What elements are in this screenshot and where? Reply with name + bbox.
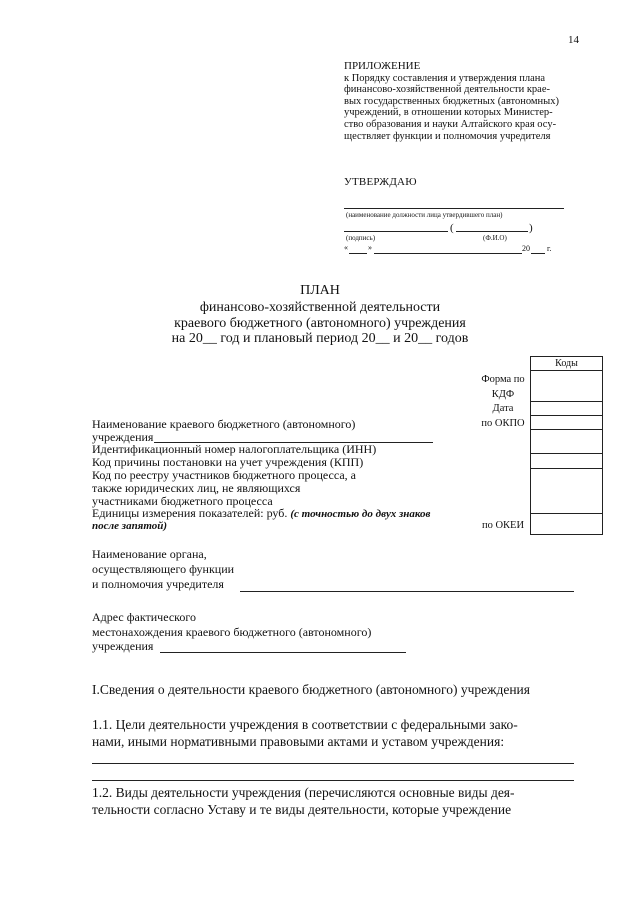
page-number: 14	[568, 34, 579, 46]
appendix-block	[344, 61, 589, 142]
codes-row-divider	[531, 513, 602, 514]
paren-close: )	[529, 222, 533, 234]
codes-header: Коды	[531, 357, 602, 371]
appendix-line: к Порядку составления и утверждения плана	[344, 72, 546, 84]
signature-line	[344, 231, 448, 232]
plan-title: ПЛАН	[300, 283, 340, 298]
institution-name-label-2: учреждения	[92, 430, 154, 444]
code-label-form: Форма по	[481, 374, 525, 385]
code-label-okei: по ОКЕИ	[481, 520, 525, 531]
kpp-label: Код причины постановки на учет учреждения (КПП)	[92, 455, 364, 469]
section-1-1-line-1: 1.1. Цели деятельности учреждения в соответствии с федеральными зако-	[92, 717, 518, 732]
codes-row-divider	[531, 401, 602, 402]
address-label-1: Адрес фактического	[92, 610, 196, 624]
section-1-1-line-2: нами, иными нормативными правовыми актами и уставом учреждения:	[92, 734, 505, 749]
section-heading: I.Сведения о деятельности краевого бюджетного (автономного) учреждения	[92, 682, 530, 697]
codes-row-divider	[531, 468, 602, 469]
registry-label-2: также юридических лиц, не являющихся	[92, 481, 301, 495]
plan-subtitle-2: краевого бюджетного (автономного) учреждения	[174, 316, 466, 331]
units-label	[92, 507, 430, 521]
units-precision-2: после запятой)	[92, 520, 168, 532]
founder-label-2: осуществляющего функции	[92, 562, 235, 576]
section-1-2-line-2: тельности согласно Уставу и те виды деятельности, которые учреждение	[92, 802, 512, 817]
position-line	[344, 208, 564, 209]
date-quote-open: «	[344, 243, 348, 252]
inn-label: Идентификационный номер налогоплательщика (ИНН)	[92, 442, 377, 456]
address-line	[160, 652, 406, 653]
appendix-line: ществляет функции и полномочия учредителя	[344, 130, 551, 142]
founder-line	[240, 591, 574, 592]
plan-subtitle-3: на 20__ год и плановый период 20__ и 20__ годов	[171, 331, 469, 346]
address-label-3: учреждения	[92, 639, 154, 653]
plan-subtitle-1: финансово-хозяйственной деятельности	[199, 300, 441, 315]
codes-row-divider	[531, 429, 602, 430]
founder-label-3: и полномочия учредителя	[92, 577, 224, 591]
code-label-okpo: по ОКПО	[481, 418, 525, 429]
codes-row-divider	[531, 415, 602, 416]
position-caption: (наименование должности лица утвердившего план)	[346, 211, 503, 219]
institution-name-label: Наименование краевого бюджетного (автономного)	[92, 417, 356, 431]
signature-caption: (подпись)	[346, 234, 376, 242]
date-quote-close: »	[368, 243, 372, 252]
date-month-line	[374, 253, 522, 254]
name-line	[456, 231, 528, 232]
units-precision: (с точностью до двух знаков	[290, 508, 431, 520]
name-caption: (Ф.И.О)	[483, 234, 507, 242]
codes-table	[530, 356, 603, 535]
appendix-line: учреждений, в отношении которых Министер-	[344, 107, 553, 119]
founder-label-1: Наименование органа,	[92, 547, 207, 561]
goals-line-2	[92, 780, 574, 781]
code-label-kdf: КДФ	[491, 389, 515, 400]
address-label-2: местонахождения краевого бюджетного (автономного)	[92, 625, 372, 639]
appendix-line: вых государственных бюджетных (автономных)	[344, 95, 559, 107]
section-1-2-line-1: 1.2. Виды деятельности учреждения (перечисляются основные виды дея-	[92, 785, 515, 800]
appendix-line: финансово-хозяйственной деятельности крае-	[344, 84, 551, 96]
goals-line-1	[92, 763, 574, 764]
codes-row-divider	[531, 453, 602, 454]
appendix-heading: ПРИЛОЖЕНИЕ	[344, 60, 421, 72]
date-year-suffix: г.	[547, 244, 552, 253]
date-year-prefix: 20	[522, 244, 530, 253]
date-day-line	[349, 253, 367, 254]
date-year-line	[531, 253, 545, 254]
units-text: Единицы измерения показателей: руб.	[92, 506, 288, 520]
paren-open: (	[450, 222, 454, 234]
appendix-line: ство образования и науки Алтайского края осу-	[344, 118, 557, 130]
approval-heading: УТВЕРЖДАЮ	[344, 176, 417, 188]
registry-label-3: участниками бюджетного процесса	[92, 494, 273, 508]
registry-label-1: Код по реестру участников бюджетного процесса, а	[92, 468, 356, 482]
code-label-date: Дата	[492, 403, 514, 414]
